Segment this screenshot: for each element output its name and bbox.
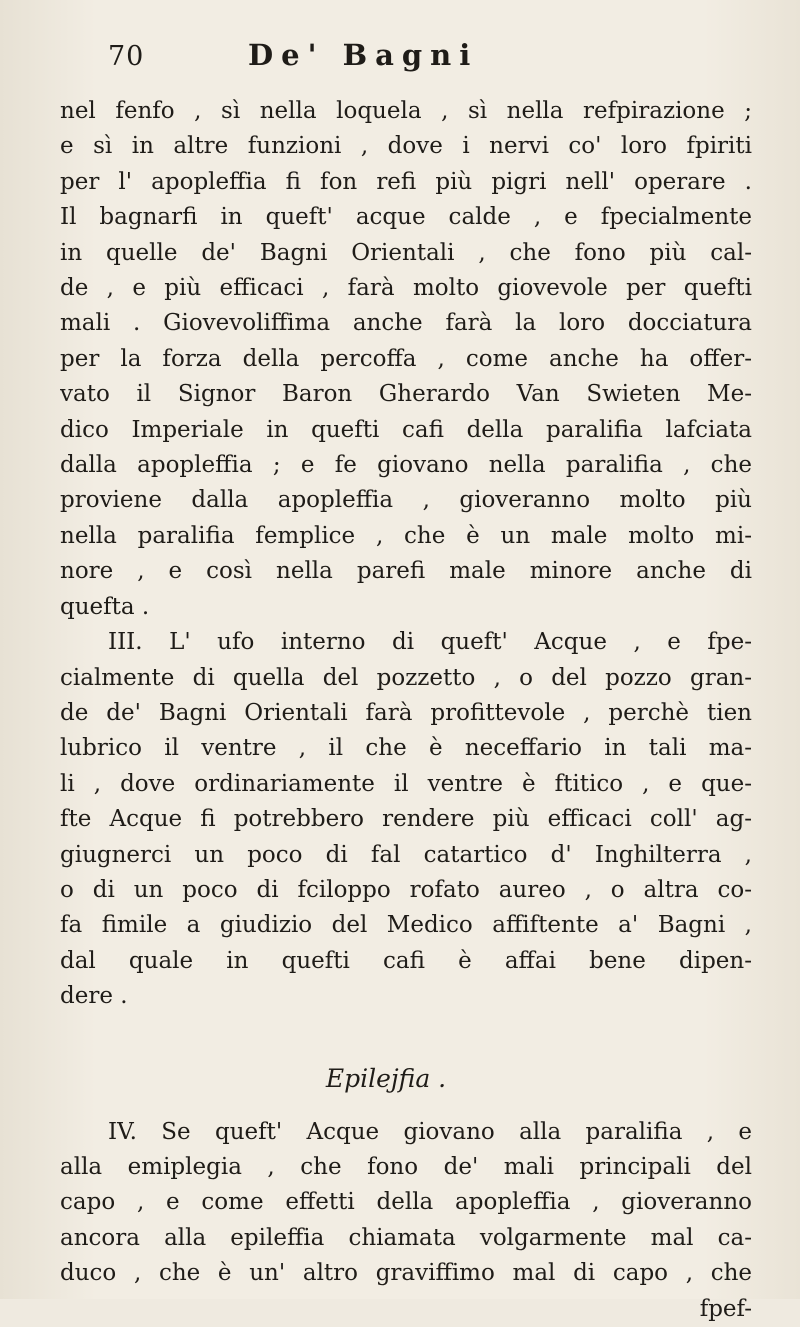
text-line: quefta . (60, 593, 150, 620)
text-line: proviene dalla apopleffia , gioveranno molto più (60, 487, 752, 514)
text-line: giugnerci un poco di fal catartico d' Inghilterra , (60, 841, 752, 868)
text-line: ancora alla epileffia chiamata volgarmente mal ca- (60, 1224, 752, 1251)
text-line: IV. Se queft' Acque giovano alla paralifia , e (108, 1118, 752, 1145)
text-line: dalla apopleffia ; e fe giovano nella paralifia , che (60, 452, 752, 479)
body-text (60, 90, 752, 1327)
paragraph-epilepsy (60, 1115, 752, 1327)
running-head (108, 38, 752, 90)
paragraph-apoplexy-paralysis (60, 94, 752, 625)
text-line: mali . Giovevoliffima anche farà la loro docciatura (60, 310, 752, 337)
text-line: nella paralifia femplice , che è un male molto mi- (60, 522, 752, 549)
text-line: capo , e come effetti della apopleffia , gioveranno (60, 1189, 752, 1216)
catchword: fpef- (699, 1295, 752, 1322)
text-line: fa fimile a giudizio del Medico affiftente a' Bagni , (60, 912, 752, 939)
text-line: nore , e così nella parefi male minore anche di (60, 558, 752, 585)
text-line: de , e più efficaci , farà molto giovevole per quefti (60, 275, 752, 302)
text-line: per la forza della percoffa , come anche ha offer- (60, 345, 752, 372)
text-line: dal quale in quefti cafi è affai bene dipen- (60, 947, 752, 974)
text-line: fte Acque fi potrebbero rendere più efficaci coll' ag- (60, 806, 752, 833)
text-line: o di un poco di fciloppo rofato aureo , o altra co- (60, 876, 752, 903)
text-line: de de' Bagni Orientali farà profittevole , perchè tien (60, 699, 752, 726)
text-line: lubrico il ventre , il che è neceffario in tali ma- (60, 735, 752, 762)
text-line: dico Imperiale in quefti cafi della paralifia lafciata (60, 416, 752, 443)
text-line: e sì in altre funzioni , dove i nervi co' loro fpiriti (60, 133, 752, 160)
running-title: De' Bagni (248, 38, 479, 72)
section-heading: Epilejfia . (325, 1063, 447, 1093)
text-line: alla emiplegia , che fono de' mali principali del (60, 1153, 752, 1180)
text-line: li , dove ordinariamente il ventre è ftitico , e que- (60, 770, 752, 797)
text-line: vato il Signor Baron Gherardo Van Swieten Me- (60, 381, 752, 408)
text-line: duco , che è un' altro graviffimo mal di capo , che (60, 1260, 752, 1287)
text-line: Il bagnarfi in queft' acque calde , e fpecialmente (60, 204, 752, 231)
text-line: III. L' ufo interno di queft' Acque , e fpe- (108, 629, 752, 656)
text-line: per l' apopleffia fi fon refi più pigri nell' operare . (60, 168, 752, 195)
text-line: in quelle de' Bagni Orientali , che fono più cal- (60, 239, 752, 266)
text-line: dere . (60, 983, 128, 1010)
text-line: cialmente di quella del pozzetto , o del pozzo gran- (60, 664, 752, 691)
text-line: nel fenfo , sì nella loquela , sì nella refpirazione ; (60, 98, 752, 124)
page-number: 70 (108, 41, 145, 72)
paragraph-internal-use (60, 625, 752, 1014)
